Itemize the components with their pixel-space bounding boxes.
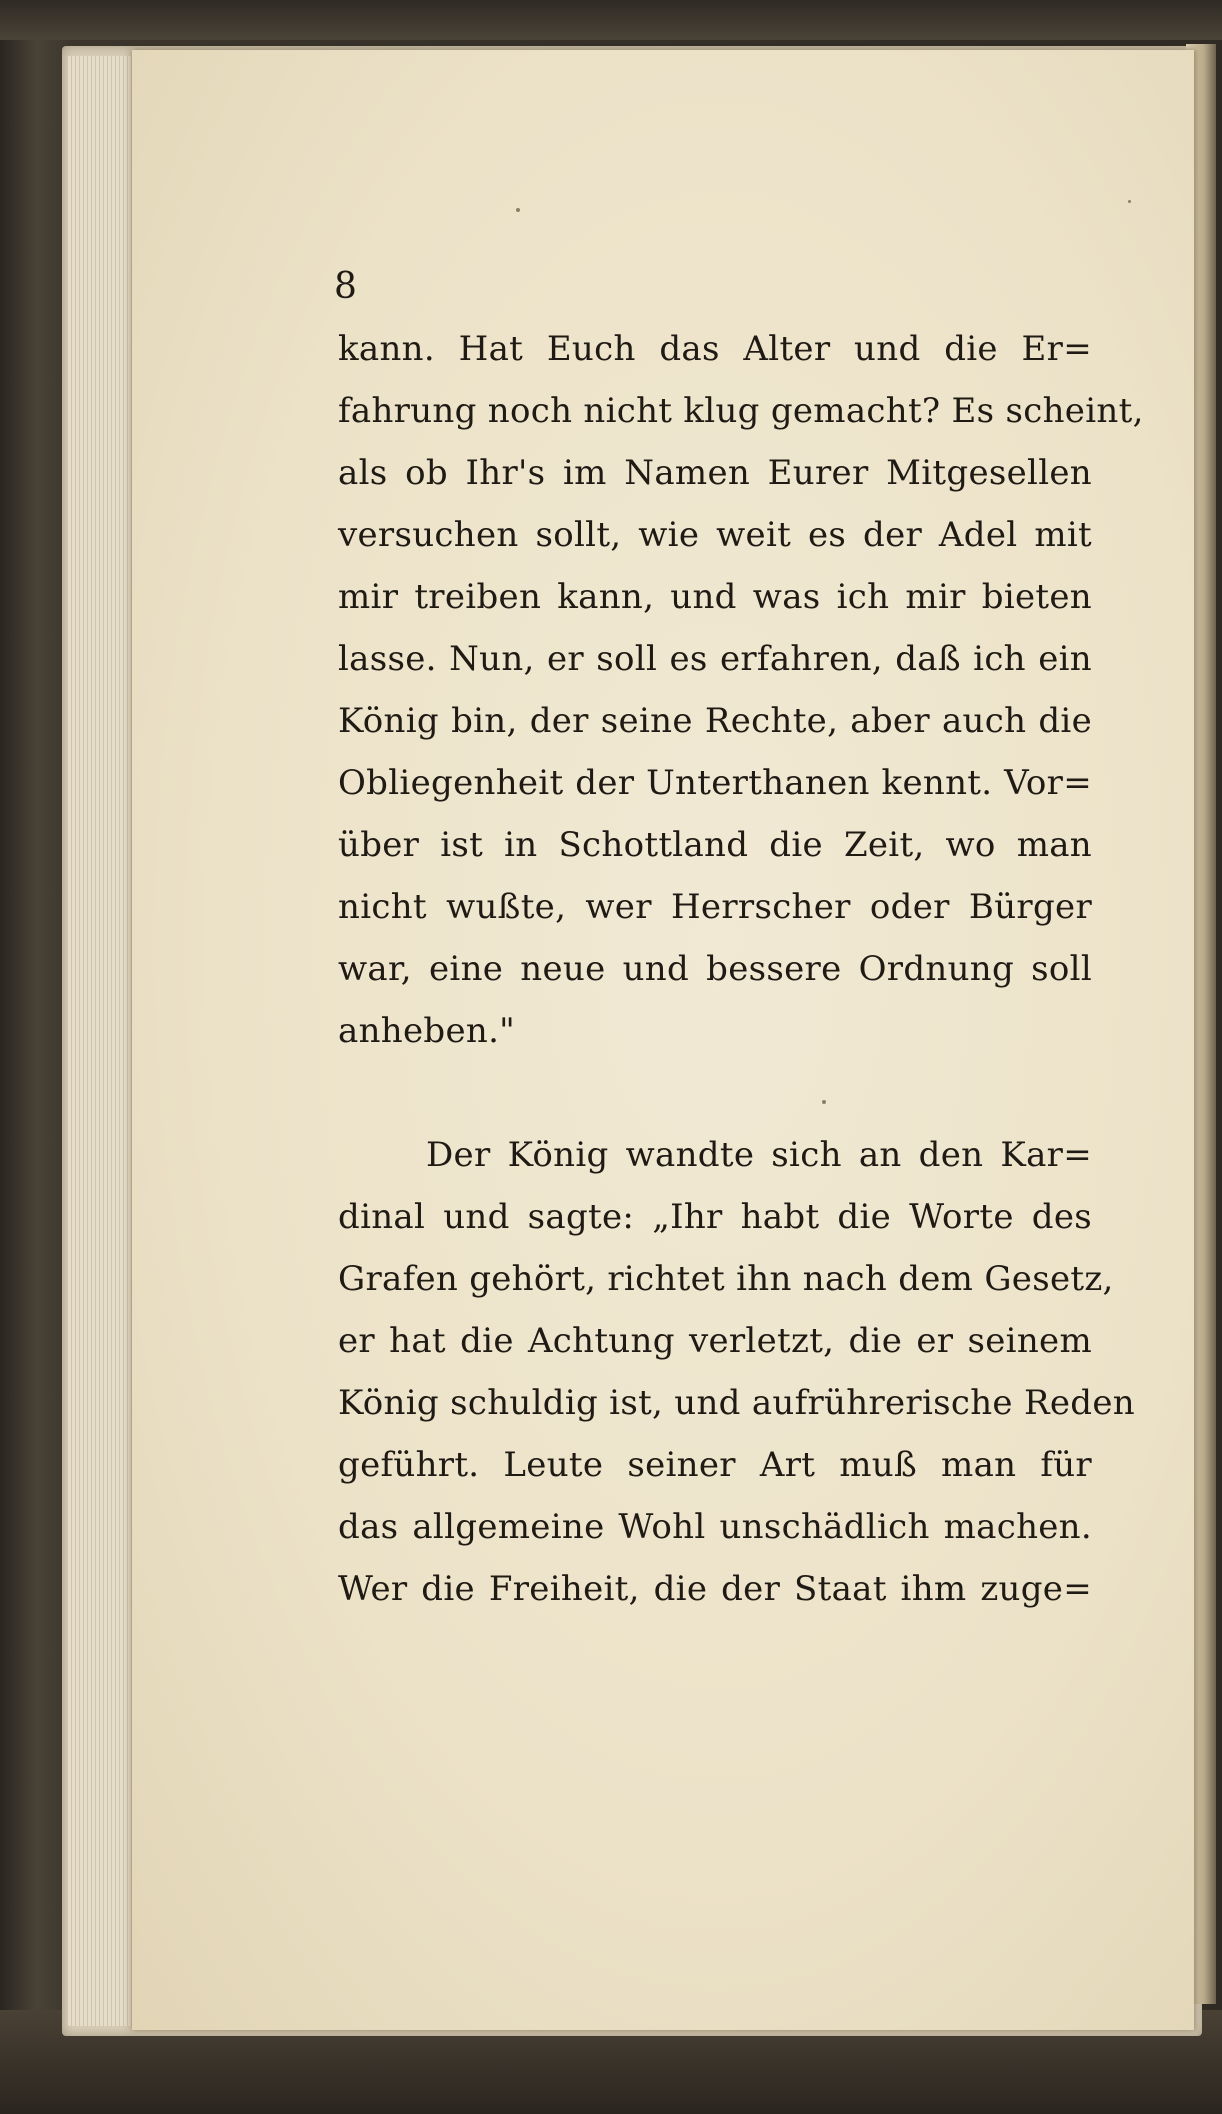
text-line: nicht wußte, wer Herrscher oder Bürger: [338, 887, 1092, 927]
page-number: 8: [334, 266, 358, 307]
text-line: mir treiben kann, und was ich mir bieten: [338, 577, 1092, 617]
cover-board-top: [0, 0, 1222, 40]
text-line: fahrung noch nicht klug gemacht? Es scheint,: [338, 391, 1144, 431]
paragraph-gap: [338, 1062, 1092, 1124]
text-line: Grafen gehört, richtet ihn nach dem Gesetz,: [338, 1259, 1114, 1299]
text-line: König bin, der seine Rechte, aber auch die: [338, 701, 1092, 741]
text-line: dinal und sagte: „Ihr habt die Worte des: [338, 1197, 1092, 1237]
text-line: Obliegenheit der Unterthanen kennt. Vor=: [338, 763, 1092, 803]
text-line: anheben.": [338, 1011, 516, 1051]
text-line: Wer die Freiheit, die der Staat ihm zuge=: [338, 1569, 1092, 1609]
text-line: kann. Hat Euch das Alter und die Er=: [338, 329, 1092, 369]
paper-speck: [516, 208, 520, 212]
paragraph-1: [338, 318, 1144, 1062]
page-text: [334, 256, 1144, 1620]
text-line: war, eine neue und bessere Ordnung soll: [338, 949, 1092, 989]
paragraph-2: [338, 1124, 1135, 1620]
paper-speck: [1128, 200, 1131, 203]
text-line: über ist in Schottland die Zeit, wo man: [338, 825, 1092, 865]
text-line: versuchen sollt, wie weit es der Adel mit: [338, 515, 1092, 555]
text-line: als ob Ihr's im Namen Eurer Mitgesellen: [338, 453, 1092, 493]
text-line: er hat die Achtung verletzt, die er seinem: [338, 1321, 1092, 1361]
text-line: geführt. Leute seiner Art muß man für: [338, 1445, 1092, 1485]
text-line: das allgemeine Wohl unschädlich machen.: [338, 1507, 1092, 1547]
text-line: König schuldig ist, und aufrührerische Reden: [338, 1383, 1135, 1423]
text-line: lasse. Nun, er soll es erfahren, daß ich ein: [338, 639, 1092, 679]
text-line: Der König wandte sich an den Kar=: [426, 1135, 1092, 1175]
